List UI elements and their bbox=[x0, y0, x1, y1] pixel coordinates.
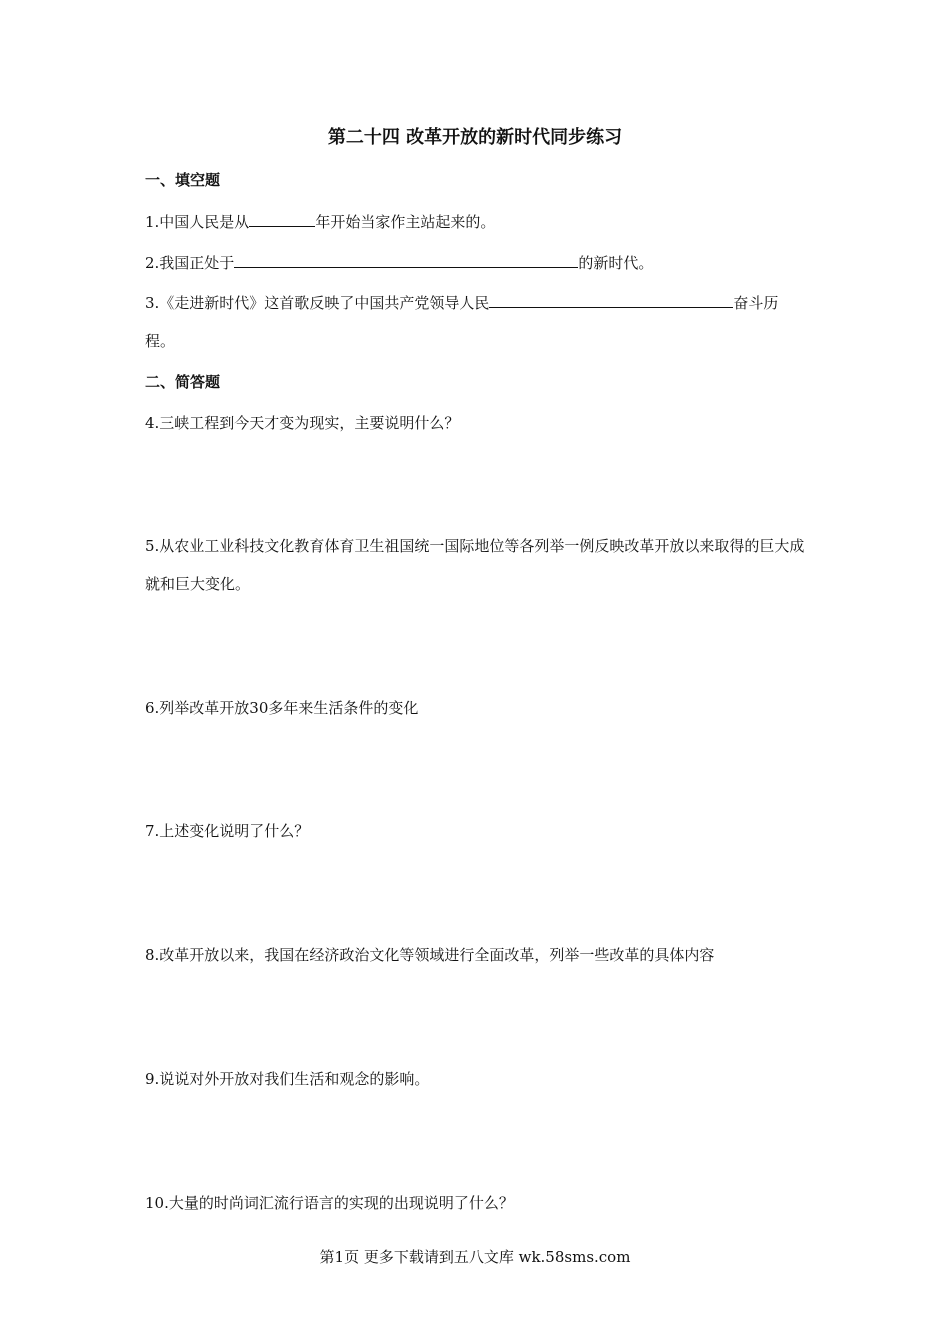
question-7: 7.上述变化说明了什么？ bbox=[145, 822, 310, 840]
question-8: 8.改革开放以来，我国在经济政治文化等领域进行全面改革，列举一些改革的具体内容 bbox=[145, 946, 715, 964]
question-1 bbox=[145, 210, 495, 233]
question-2 bbox=[145, 251, 653, 274]
question-2-text-before: 2.我国正处于 bbox=[145, 254, 235, 272]
question-1-text-before: 1.中国人民是从 bbox=[145, 213, 250, 231]
question-10: 10.大量的时尚词汇流行语言的实现的出现说明了什么？ bbox=[145, 1194, 514, 1212]
question-3 bbox=[145, 284, 807, 360]
question-4: 4.三峡工程到今天才变为现实，主要说明什么？ bbox=[145, 414, 460, 432]
question-3-text-after: 奋斗历程。 bbox=[145, 294, 779, 350]
question-6: 6.列举改革开放30多年来生活条件的变化 bbox=[145, 699, 419, 717]
answer-blank-2[interactable] bbox=[234, 251, 578, 268]
question-3-text-before: 3.《走进新时代》这首歌反映了中国共产党领导人民 bbox=[145, 294, 490, 312]
answer-blank-1[interactable] bbox=[249, 210, 315, 227]
question-9: 9.说说对外开放对我们生活和观念的影响。 bbox=[145, 1070, 430, 1088]
section-heading-short-answer: 二、简答题 bbox=[145, 373, 221, 391]
question-1-text-after: 年开始当家作主站起来的。 bbox=[315, 213, 496, 231]
section-heading-fill-in: 一、填空题 bbox=[145, 171, 221, 189]
question-2-text-after: 的新时代。 bbox=[578, 254, 654, 272]
page-title: 第二十四 改革开放的新时代同步练习 bbox=[327, 127, 623, 148]
question-5: 5.从农业工业科技文化教育体育卫生祖国统一国际地位等各列举一例反映改革开放以来取得的巨大成就和巨大变化。 bbox=[145, 537, 805, 593]
page-footer: 第1页 更多下载请到五八文库 wk.58sms.com bbox=[319, 1248, 631, 1266]
answer-blank-3[interactable] bbox=[489, 291, 733, 308]
